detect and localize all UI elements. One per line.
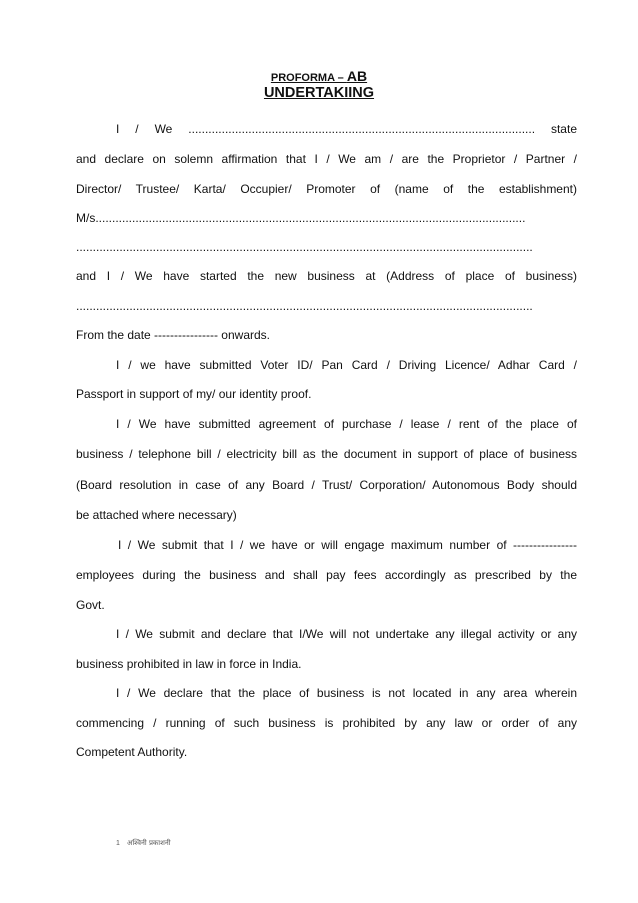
body-line: commencing / running of such business is prohibited by any law or order of any — [76, 716, 577, 730]
proforma-prefix: PROFORMA – — [270, 72, 347, 84]
body-line: I / We declare that the place of business is not located in any area wherein — [116, 686, 577, 700]
proforma-code: AB — [346, 68, 368, 84]
page-footer — [0, 838, 638, 852]
body-line: I / We ........................................................................................................ state — [116, 122, 577, 136]
body-line: Director/ Trustee/ Karta/ Occupier/ Promoter of (name of the establishment) — [76, 182, 577, 196]
body-line: ......................................................................................................................................... — [76, 299, 533, 313]
body-line: business prohibited in law in force in India. — [76, 657, 302, 671]
body-line: I / We submit that I / we have or will engage maximum number of ---------------- — [118, 538, 577, 552]
body-line: be attached where necessary) — [76, 508, 237, 522]
body-line: (Board resolution in case of any Board / Trust/ Corporation/ Autonomous Body should — [76, 478, 577, 492]
undertaking-heading: UNDERTAKIING — [263, 85, 375, 101]
body-line: I / We have submitted agreement of purchase / lease / rent of the place of — [116, 417, 577, 431]
body-line: Govt. — [76, 598, 105, 612]
body-line: employees during the business and shall pay fees accordingly as prescribed by the — [76, 568, 577, 582]
body-line: M/s................................................................................................................................. — [76, 211, 526, 225]
body-line: From the date ---------------- onwards. — [76, 328, 270, 342]
footer-text: अश्विनी प्रकाशनी — [127, 839, 171, 847]
body-line: I / We submit and declare that I/We will not undertake any illegal activity or any — [116, 627, 577, 641]
page-number: 1 — [116, 840, 120, 847]
body-line: Competent Authority. — [76, 745, 188, 759]
title-block — [0, 66, 638, 102]
body-line: Passport in support of my/ our identity proof. — [76, 387, 312, 401]
body-line: I / we have submitted Voter ID/ Pan Card / Driving Licence/ Adhar Card / — [116, 358, 577, 372]
body-line: ......................................................................................................................................... — [76, 240, 533, 254]
body-line: and declare on solemn affirmation that I / We am / are the Proprietor / Partner / — [76, 152, 577, 166]
body-line: and I / We have started the new business at (Address of place of business) — [76, 269, 577, 283]
body-line: business / telephone bill / electricity bill as the document in support of place of business — [76, 447, 577, 461]
